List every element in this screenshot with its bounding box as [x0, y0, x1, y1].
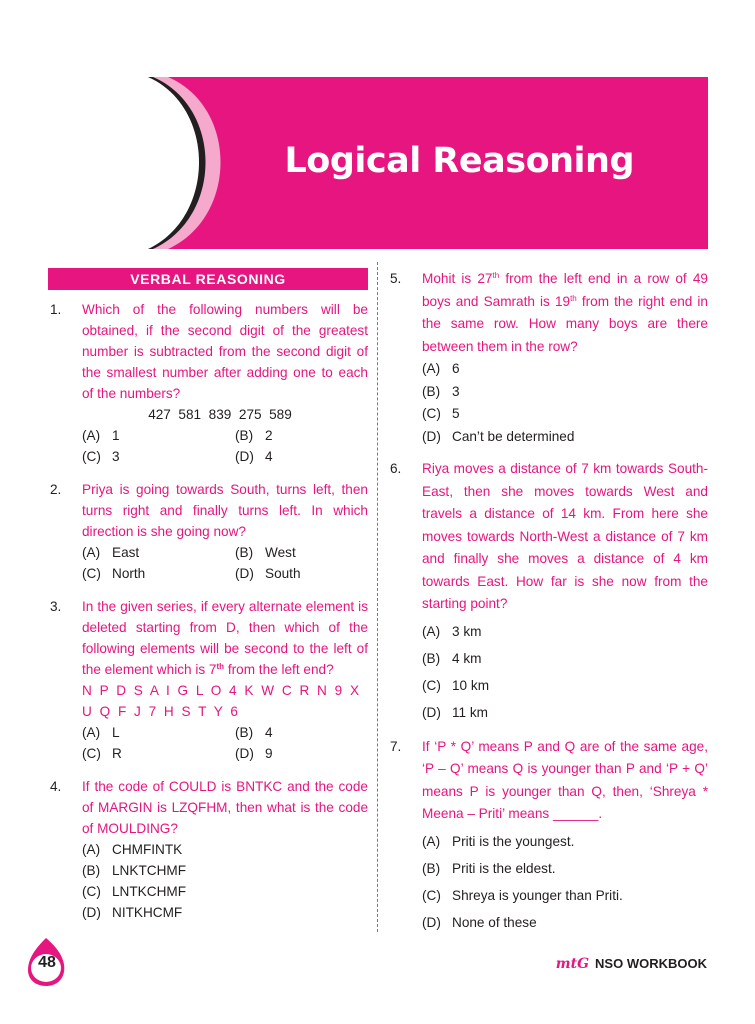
question-number: 4.	[50, 779, 62, 794]
option-b[interactable]: (B) 2	[235, 428, 273, 443]
option-d[interactable]: (D) Can’t be determined	[422, 428, 575, 444]
question-6	[388, 458, 708, 726]
option-a[interactable]: (A) 1	[82, 428, 120, 443]
option-a[interactable]: (A) CHMFINTK	[82, 842, 183, 857]
option-a[interactable]: (A) East	[82, 545, 140, 560]
question-number: 2.	[50, 482, 62, 497]
option-c[interactable]: (C) LNTKCHMF	[82, 884, 187, 899]
option-b[interactable]: (B) Priti is the eldest.	[422, 860, 556, 876]
question-5	[388, 268, 708, 448]
option-d[interactable]: (D) NITKHCMF	[82, 905, 183, 920]
banner-swoosh-graphic	[48, 77, 248, 249]
option-d[interactable]: (D) None of these	[422, 914, 537, 930]
option-d[interactable]: (D) 9	[235, 746, 273, 761]
question-number: 1.	[50, 302, 62, 317]
footer-brand	[556, 956, 707, 972]
option-c[interactable]: (C) 10 km	[422, 677, 490, 693]
option-c[interactable]: (C) R	[82, 746, 122, 761]
letter-series: N P D S A I G L O 4 K W C R N 9 X U Q F J 7 H S T Y 6	[82, 683, 361, 719]
option-c[interactable]: (C) 3	[82, 449, 120, 464]
option-a[interactable]: (A) 3 km	[422, 623, 482, 639]
question-text: Which of the following numbers will be obtained, if the second digit of the greatest number is subtracted from the second digit of the smallest number after adding one to each of the numbers?	[82, 302, 368, 401]
option-b[interactable]: (B) West	[235, 545, 296, 560]
option-d[interactable]: (D) 4	[235, 449, 273, 464]
option-a[interactable]: (A) Priti is the youngest.	[422, 833, 575, 849]
option-a[interactable]: (A) 6	[422, 361, 460, 376]
options	[422, 358, 708, 448]
question-text: If the code of COULD is BNTKC and the code of MARGIN is LZQFHM, then what is the code of MOULDING?	[82, 779, 368, 836]
option-b[interactable]: (B) 4	[235, 725, 273, 740]
option-c[interactable]: (C) Shreya is younger than Priti.	[422, 887, 623, 903]
option-c[interactable]: (C) North	[82, 566, 146, 581]
options	[422, 618, 708, 726]
question-text: Riya moves a distance of 7 km towards South-East, then she moves towards West and travels a distance of 14 km. From here she moves towards North-West a distance of 7 km and finally she moves a distance of 4 km towards East. How far is she now from the starting point?	[422, 461, 708, 611]
option-b[interactable]: (B) 4 km	[422, 650, 482, 666]
question-2	[48, 479, 368, 584]
question-text: In the given series, if every alternate element is deleted starting from D, then which of the following elements will be second to the left of the element which is 7th from the left end?	[82, 599, 368, 677]
question-numbers-list: 427 581 839 275 589	[148, 407, 292, 422]
column-divider	[377, 262, 378, 932]
option-c[interactable]: (C) 5	[422, 406, 460, 421]
option-d[interactable]: (D) South	[235, 566, 301, 581]
options	[82, 425, 368, 467]
option-b[interactable]: (B) 3	[422, 383, 460, 399]
option-b[interactable]: (B) LNKTCHMF	[82, 863, 187, 878]
options	[82, 722, 368, 764]
chapter-banner	[48, 77, 708, 249]
workbook-title: NSO WORKBOOK	[595, 956, 707, 971]
options	[82, 839, 368, 923]
right-column	[388, 268, 708, 936]
question-text: Mohit is 27th from the left end in a row of 49 boys and Samrath is 19th from the right end in the same row. How many boys are there between them in the row?	[422, 271, 708, 354]
page-number: 48	[38, 954, 56, 971]
option-a[interactable]: (A) L	[82, 725, 120, 740]
question-3	[48, 596, 368, 764]
question-text: Priya is going towards South, turns left, then turns right and finally turns left. In which direction is she going now?	[82, 482, 368, 539]
question-7	[388, 736, 708, 936]
question-1	[48, 299, 368, 467]
section-heading: VERBAL REASONING	[48, 268, 368, 290]
question-number: 5.	[390, 271, 402, 286]
question-number: 7.	[390, 738, 402, 754]
option-d[interactable]: (D) 11 km	[422, 704, 489, 720]
options	[82, 542, 368, 584]
left-column	[48, 268, 368, 923]
question-number: 3.	[50, 599, 62, 614]
question-number: 6.	[390, 461, 402, 476]
mtg-logo: mtG	[555, 956, 590, 972]
page-title: Logical Reasoning	[284, 141, 634, 181]
options	[422, 828, 708, 936]
question-text: If ‘P * Q’ means P and Q are of the same age, ‘P – Q’ means Q is younger than P and ‘P + Q’ means P is younger than Q, then, ‘Shreya * Meena – Priti’ means ______.	[422, 738, 708, 821]
question-4	[48, 776, 368, 923]
